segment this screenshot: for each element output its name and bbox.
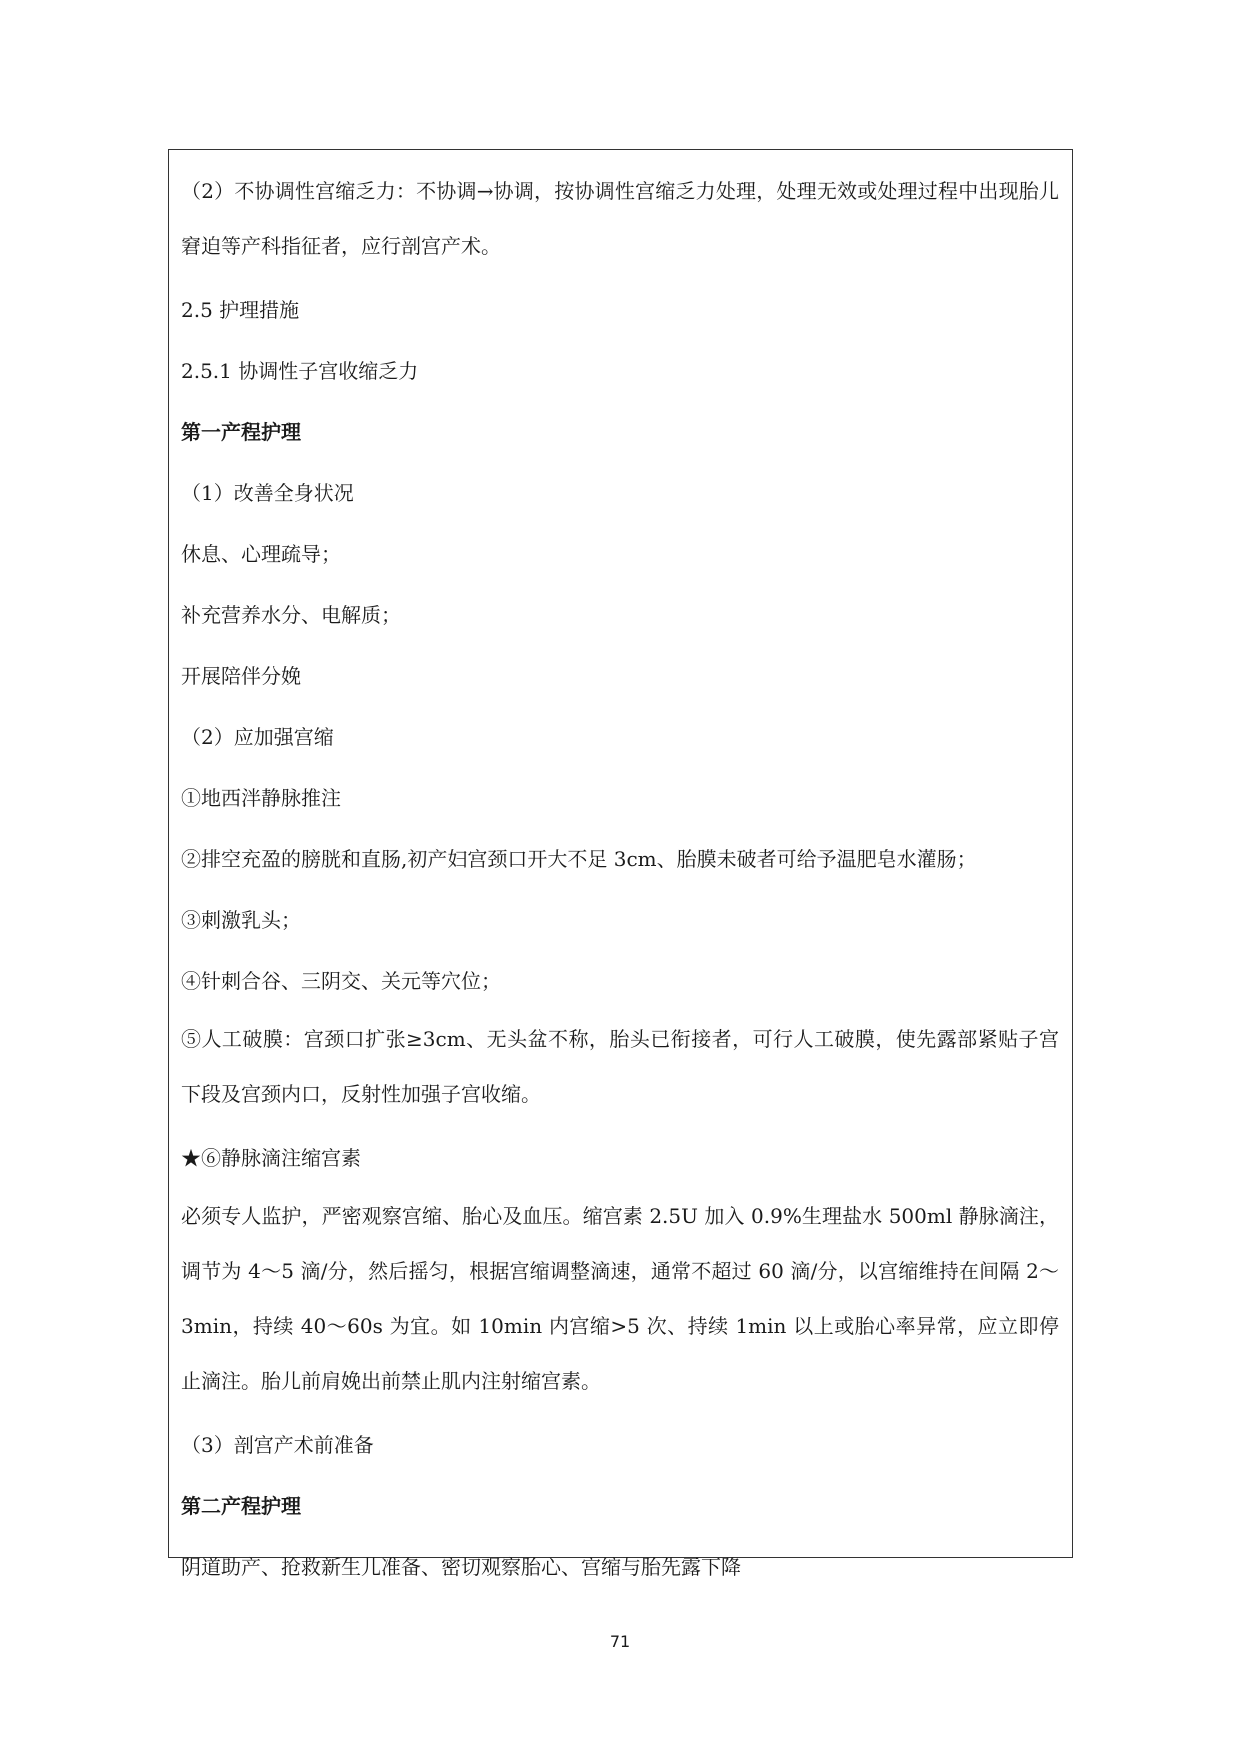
step-empty-bladder-rectum: ②排空充盈的膀胱和直肠,初产妇宫颈口开大不足 3cm、胎膜未破者可给予温肥皂水灌肠； — [181, 847, 977, 871]
item-strengthen-contractions: （2）应加强宫缩 — [181, 725, 334, 749]
line-rest-counseling: 休息、心理疏导； — [181, 542, 341, 566]
page-number: 71 — [609, 1632, 631, 1651]
item-cesarean-preparation: （3）剖宫产术前准备 — [181, 1433, 374, 1457]
line-accompanied-delivery: 开展陪伴分娩 — [181, 664, 301, 688]
heading-first-stage-nursing: 第一产程护理 — [181, 420, 301, 444]
heading-nursing-measures: 2.5 护理措施 — [181, 298, 300, 322]
subheading-coordinated-contraction-weakness: 2.5.1 协调性子宫收缩乏力 — [181, 359, 419, 383]
step-acupuncture: ④针刺合谷、三阴交、关元等穴位； — [181, 969, 501, 993]
content-box — [168, 149, 1073, 1579]
step-artificial-rupture: ⑤人工破膜：宫颈口扩张≥3cm、无头盆不称，胎头已衔接者，可行人工破膜，使先露部紧贴子宫下段及宫颈内口，反射性加强子宫收缩。 — [181, 1027, 1059, 1106]
step-nipple-stimulation: ③刺激乳头； — [181, 908, 301, 932]
step-diazepam: ①地西泮静脉推注 — [181, 786, 341, 810]
paragraph-oxytocin-monitoring: 必须专人监护，严密观察宫缩、胎心及血压。缩宫素 2.5U 加入 0.9%生理盐水 500ml 静脉滴注，调节为 4～5 滴/分，然后摇匀，根据宫缩调整滴速，通常不超过 60 滴/分，以宫缩维持在间隔 2～3min，持续 40～60s 为宜。如 10min 内宫缩>5 次、持续 1min 以上或胎心率异常，应立即停止滴注。胎儿前肩娩出前禁止肌内注射缩宫素。 — [181, 1204, 1059, 1393]
line-second-stage-actions: 阴道助产、抢救新生儿准备、密切观察胎心、宫缩与胎先露下降 — [181, 1555, 741, 1579]
step-oxytocin-infusion: ★⑥静脉滴注缩宫素 — [181, 1146, 361, 1170]
line-nutrition-electrolytes: 补充营养水分、电解质； — [181, 603, 401, 627]
heading-second-stage-nursing: 第二产程护理 — [181, 1494, 301, 1518]
item-improve-general-condition: （1）改善全身状况 — [181, 481, 354, 505]
paragraph-uncoordinated-contraction: （2）不协调性宫缩乏力：不协调→协调，按协调性宫缩乏力处理，处理无效或处理过程中出现胎儿窘迫等产科指征者，应行剖宫产术。 — [181, 179, 1059, 258]
